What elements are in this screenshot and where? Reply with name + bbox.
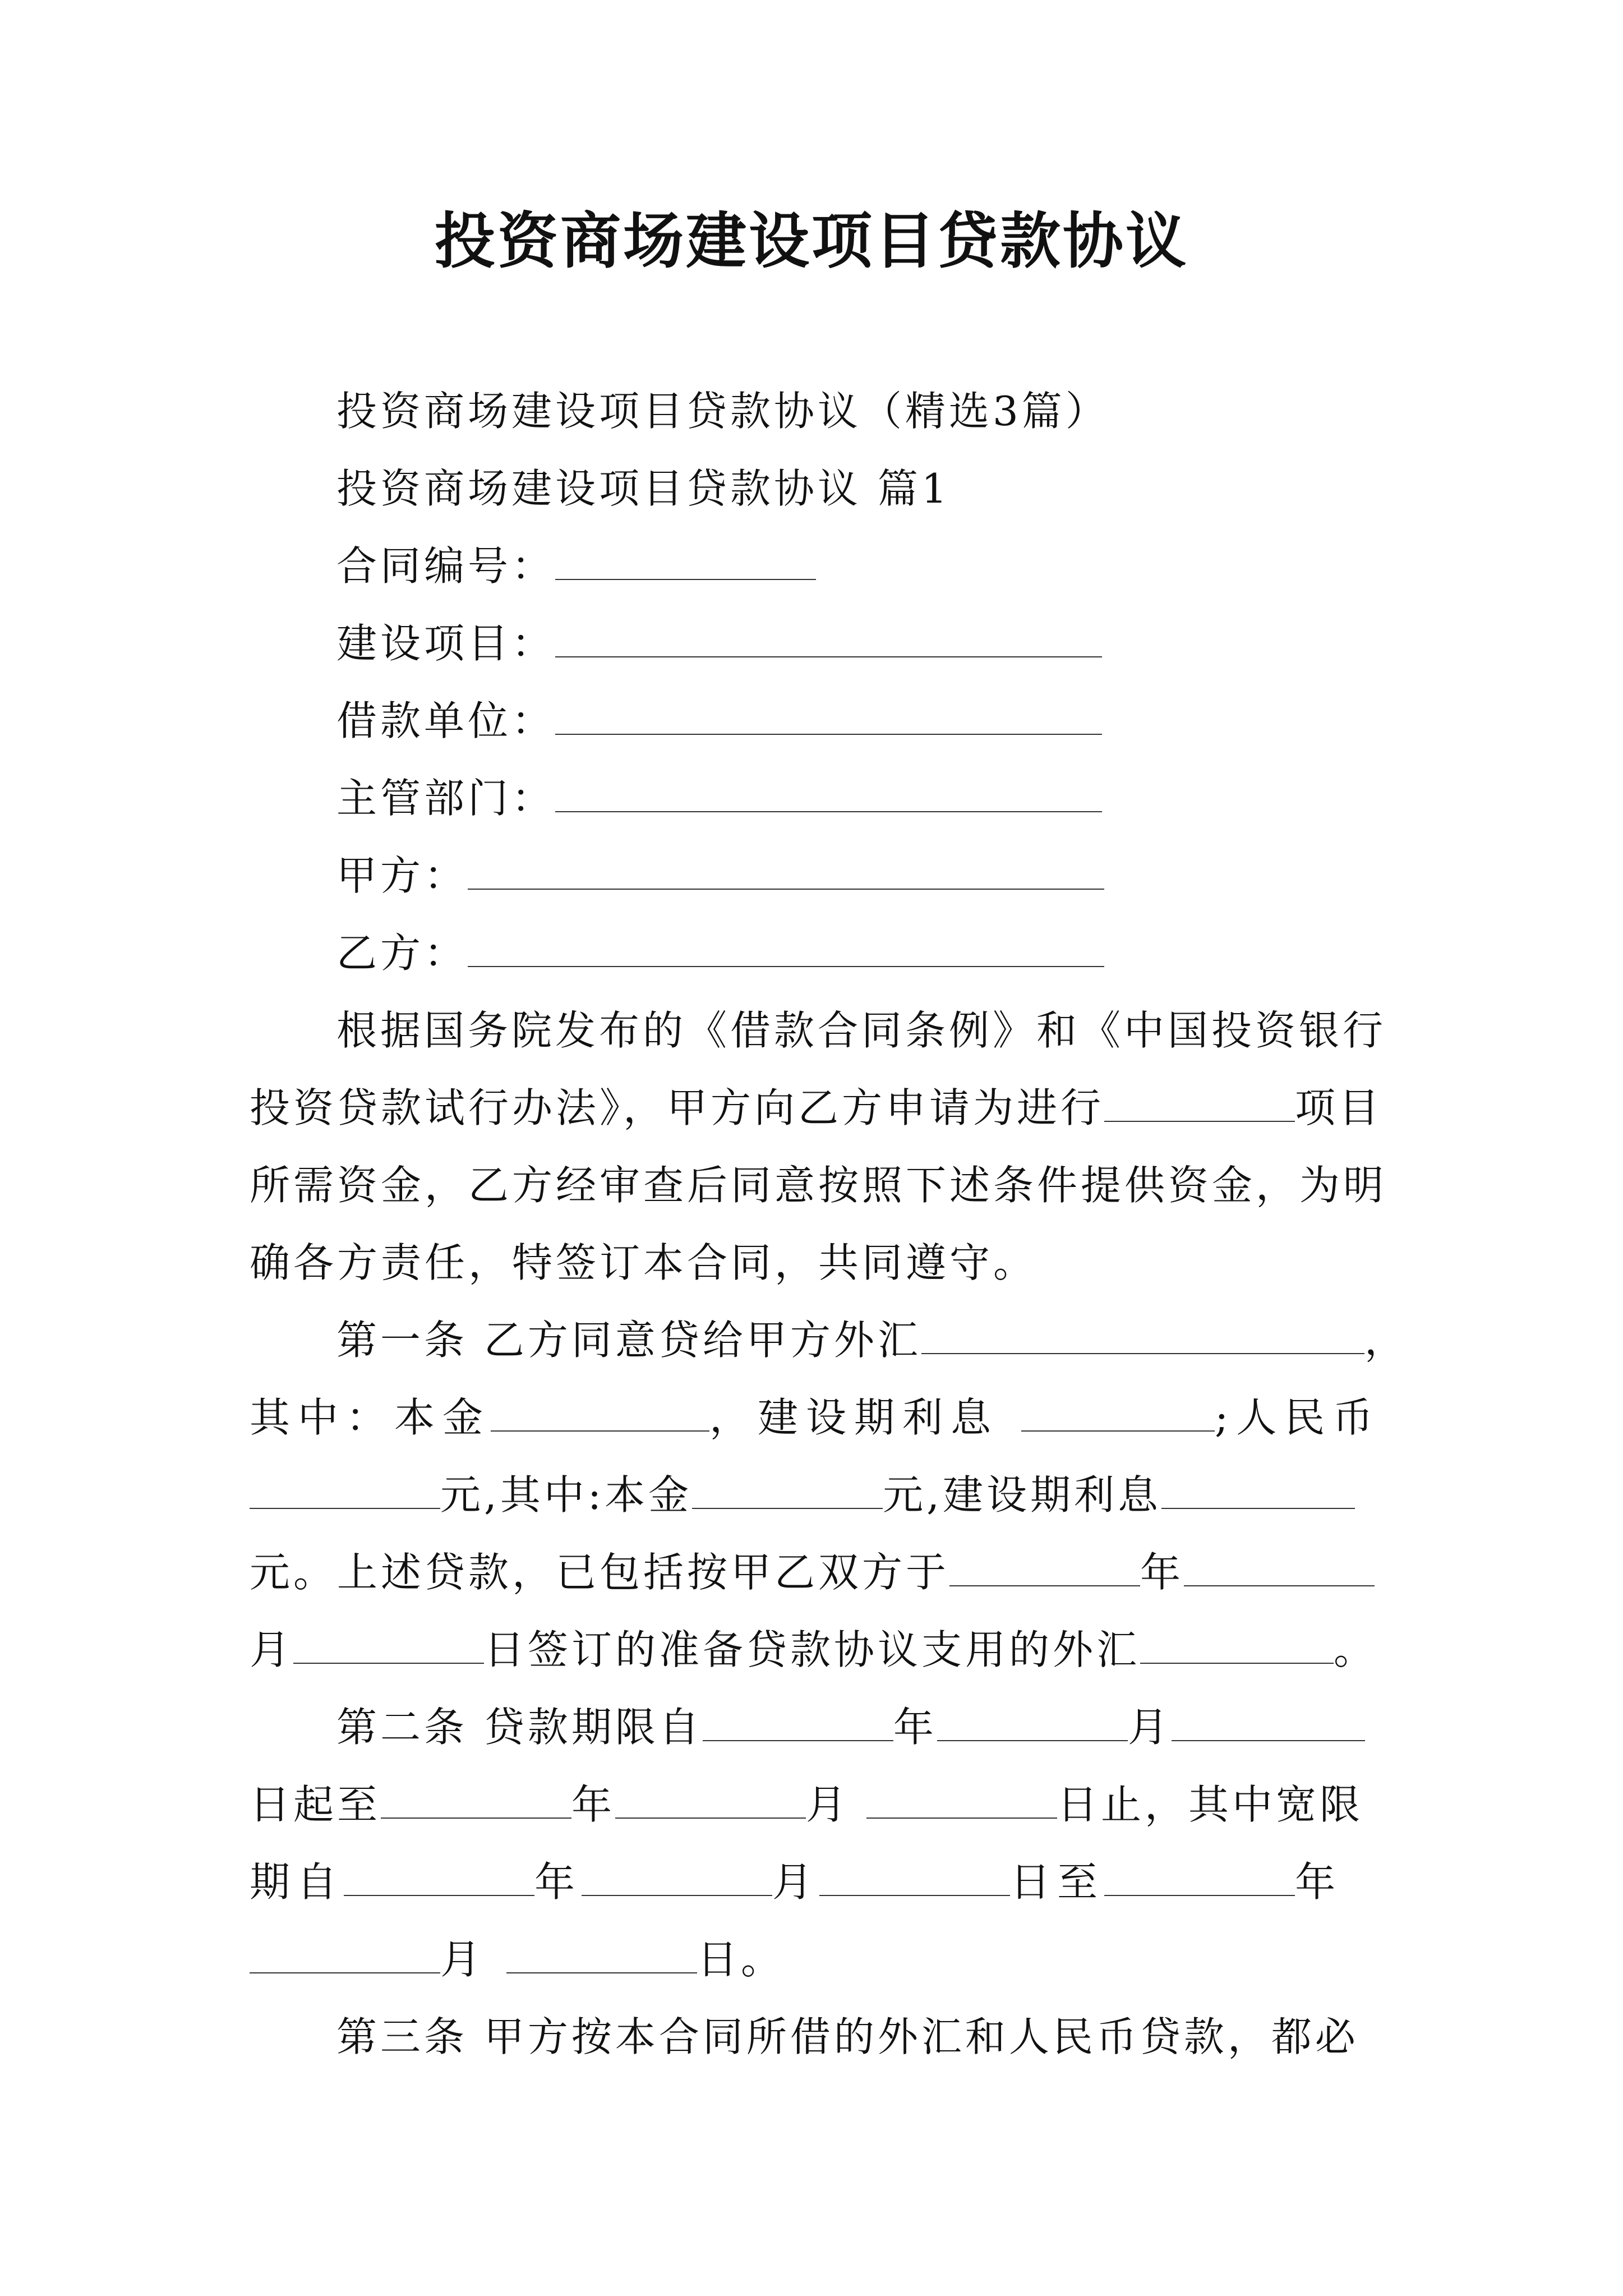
blank-line	[949, 1535, 1140, 1586]
text-run: 年	[534, 1858, 582, 1906]
article-1-line-3	[250, 1457, 1388, 1533]
field-label: 合同编号：	[336, 542, 556, 590]
text-run: 投资贷款试行办法》，甲方向乙方申请为进行	[250, 1084, 1105, 1131]
article-2-line-3	[250, 1844, 1388, 1920]
subtitle: 投资商场建设项目贷款协议（精选3篇）	[336, 388, 1109, 435]
article-1-line-2	[250, 1379, 1388, 1456]
blank-line	[819, 1844, 1010, 1896]
blank-line	[703, 1690, 893, 1741]
article-1-line-1	[250, 1302, 1408, 1378]
text-run: 月	[250, 1626, 294, 1673]
text-run: 年	[1140, 1549, 1184, 1596]
text-run: 日起至	[250, 1781, 381, 1828]
text-run: 其中：本金	[250, 1394, 491, 1441]
article-2-line-2	[250, 1766, 1388, 1843]
field-label: 借款单位：	[336, 697, 556, 744]
text-run: 年	[1295, 1858, 1343, 1906]
blank-line	[937, 1690, 1128, 1741]
article-2-line-1	[250, 1689, 1388, 1765]
intro-line-2	[250, 1070, 1388, 1146]
blank-line	[1021, 1380, 1215, 1432]
text-run: ，	[1364, 1317, 1408, 1364]
blank-line	[1104, 1070, 1295, 1122]
field-party-a	[250, 838, 1388, 914]
blank-line	[555, 606, 1102, 657]
article-1-line-4	[250, 1534, 1388, 1611]
blank-line	[468, 838, 1104, 890]
text-run: 月	[806, 1781, 850, 1828]
text-run: 年	[571, 1781, 616, 1828]
section-heading: 投资商场建设项目贷款协议 篇1	[336, 465, 951, 512]
blank-line	[250, 1457, 440, 1509]
text-run: ，建设期利息	[709, 1394, 999, 1441]
blank-line	[921, 1303, 1364, 1354]
blank-line	[866, 1767, 1057, 1819]
text-run: 期自	[250, 1858, 344, 1906]
blank-line	[468, 915, 1104, 967]
blank-line	[582, 1844, 772, 1896]
text-run: 第一条 乙方同意贷给甲方外汇	[336, 1317, 921, 1364]
blank-line	[555, 761, 1102, 812]
field-authority	[250, 760, 1388, 836]
text-run: ;人民币	[1215, 1394, 1381, 1441]
text-run: 日。	[697, 1936, 785, 1983]
field-label: 建设项目：	[336, 620, 556, 667]
article-1-line-5	[250, 1612, 1388, 1688]
article-3-line-1: 第三条 甲方按本合同所借的外汇和人民币贷款，都必	[336, 2013, 1359, 2060]
text-run: 日签订的准备贷款协议支用的外汇	[484, 1626, 1141, 1673]
text-run: 第二条 贷款期限自	[336, 1704, 703, 1751]
blank-line	[555, 683, 1102, 735]
text-run: 日至	[1010, 1858, 1105, 1906]
blank-line	[506, 1922, 697, 1973]
intro-line-1: 根据国务院发布的《借款合同条例》和《中国投资银行	[336, 1007, 1387, 1054]
field-label: 主管部门：	[336, 775, 556, 822]
blank-line	[1140, 1612, 1334, 1664]
blank-line	[491, 1380, 709, 1432]
blank-line	[1172, 1690, 1365, 1741]
text-run: 月	[440, 1936, 485, 1983]
blank-line	[1184, 1535, 1375, 1586]
blank-line	[1161, 1457, 1355, 1509]
field-contract-no	[250, 528, 1388, 604]
blank-line	[250, 1922, 440, 1973]
article-2-line-4	[250, 1921, 1388, 1998]
text-run: 元,建设期利息	[883, 1471, 1162, 1519]
blank-line	[1104, 1844, 1295, 1896]
field-borrower	[250, 683, 1388, 759]
text-run: 月	[772, 1858, 820, 1906]
field-party-b	[250, 915, 1388, 991]
text-run: 月	[1127, 1704, 1172, 1751]
text-run: 项目	[1295, 1084, 1383, 1131]
intro-line-4: 确各方责任，特签订本合同，共同遵守。	[250, 1239, 1038, 1286]
field-label: 甲方：	[336, 852, 468, 899]
blank-line	[293, 1612, 484, 1664]
text-run: 元。上述贷款，已包括按甲乙双方于	[250, 1549, 950, 1596]
document-title: 投资商场建设项目贷款协议	[434, 206, 1188, 277]
blank-line	[555, 528, 816, 580]
text-run: 年	[893, 1704, 937, 1751]
intro-line-3: 所需资金，乙方经审查后同意按照下述条件提供资金，为明	[250, 1162, 1387, 1209]
text-run: 日止，其中宽限	[1057, 1781, 1364, 1828]
text-run: 元,其中:本金	[440, 1471, 693, 1519]
blank-line	[381, 1767, 571, 1819]
text-run: 。	[1334, 1626, 1378, 1673]
field-label: 乙方：	[336, 930, 468, 977]
blank-line	[692, 1457, 883, 1509]
blank-line	[615, 1767, 806, 1819]
blank-line	[344, 1844, 534, 1896]
field-project	[250, 605, 1388, 682]
